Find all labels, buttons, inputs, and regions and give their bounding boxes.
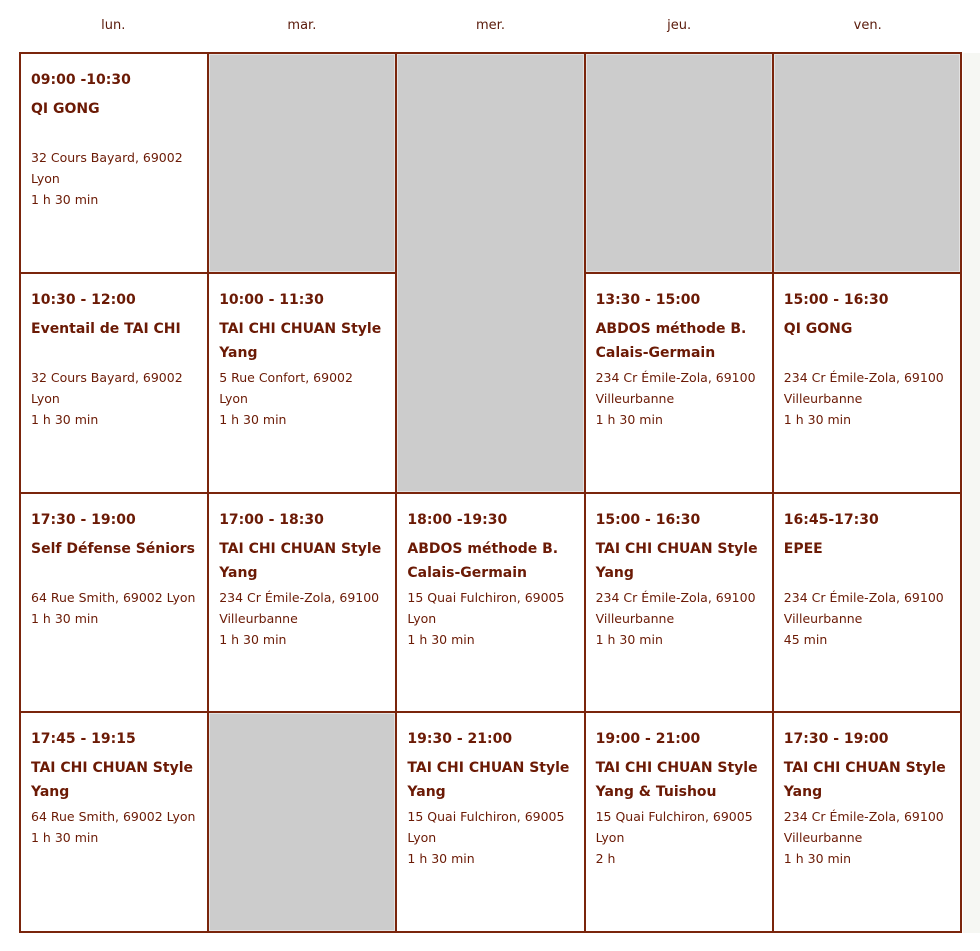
class-slot[interactable] (397, 713, 585, 933)
class-duration: 1 h 30 min (31, 610, 99, 626)
class-slot[interactable] (586, 713, 774, 933)
class-slot[interactable] (397, 494, 585, 714)
class-time: 17:00 - 18:30 (219, 511, 324, 528)
class-duration: 2 h (595, 851, 616, 867)
class-slot[interactable] (21, 494, 209, 714)
day-label-wednesday: mer. (476, 18, 505, 33)
class-duration: 1 h 30 min (783, 411, 852, 427)
class-slot[interactable] (21, 274, 209, 494)
class-slot[interactable] (774, 713, 962, 933)
class-duration: 1 h 30 min (219, 411, 287, 427)
class-duration: 45 min (783, 631, 828, 647)
class-address: 234 Cr Émile-Zola, 69100 Villeurbanne (783, 369, 944, 406)
empty-slot (209, 54, 397, 274)
class-duration: 1 h 30 min (31, 192, 99, 207)
class-duration: 1 h 30 min (783, 851, 852, 867)
class-time: 15:00 - 16:30 (595, 511, 701, 528)
class-address: 32 Cours Bayard, 69002 Lyon (31, 150, 183, 186)
class-address: 234 Cr Émile-Zola, 69100 Villeurbanne (783, 589, 944, 626)
class-duration: 1 h 30 min (407, 631, 475, 647)
class-slot[interactable] (209, 274, 397, 494)
class-slot[interactable] (774, 494, 962, 714)
day-label-friday: ven. (853, 18, 882, 33)
class-slot[interactable] (209, 494, 397, 714)
class-slot[interactable] (21, 54, 209, 274)
class-slot[interactable] (21, 713, 209, 933)
class-duration: 1 h 30 min (31, 411, 99, 427)
page-edge-strip (963, 53, 980, 933)
class-title: QI GONG (783, 320, 853, 337)
class-time: 19:00 - 21:00 (595, 731, 701, 748)
class-time: 17:45 - 19:15 (31, 731, 136, 748)
day-label-monday: lun. (101, 18, 126, 33)
class-title: TAI CHI CHUAN Style Yang (595, 540, 758, 581)
class-address: 32 Cours Bayard, 69002 Lyon (31, 369, 183, 406)
empty-slot (209, 713, 397, 933)
class-address: 64 Rue Smith, 69002 Lyon (31, 589, 196, 605)
class-time: 17:30 - 19:00 (783, 731, 889, 748)
class-time: 09:00 -10:30 (31, 72, 131, 88)
empty-slot (774, 54, 962, 274)
class-slot[interactable] (586, 494, 774, 714)
class-address: 234 Cr Émile-Zola, 69100 Villeurbanne (595, 589, 756, 626)
class-time: 16:45-17:30 (783, 511, 879, 528)
class-title: TAI CHI CHUAN Style Yang (783, 760, 946, 801)
class-title: TAI CHI CHUAN Style Yang (219, 320, 382, 361)
class-time: 19:30 - 21:00 (407, 731, 513, 748)
class-title: ABDOS méthode B. Calais-Germain (407, 540, 559, 581)
class-title: Self Défense Séniors (31, 540, 195, 557)
day-label-tuesday: mar. (287, 18, 317, 33)
class-time: 10:00 - 11:30 (219, 291, 324, 308)
class-address: 15 Quai Fulchiron, 69005 Lyon (407, 589, 565, 626)
class-title: TAI CHI CHUAN Style Yang (219, 540, 382, 581)
day-label-thursday: jeu. (667, 18, 692, 33)
empty-slot (586, 54, 774, 274)
class-slot[interactable] (774, 274, 962, 494)
weekday-header (19, 0, 962, 52)
class-duration: 1 h 30 min (407, 851, 475, 867)
class-title: ABDOS méthode B. Calais-Germain (595, 320, 747, 361)
class-time: 10:30 - 12:00 (31, 291, 136, 308)
class-time: 17:30 - 19:00 (31, 511, 136, 528)
class-title: QI GONG (31, 101, 100, 117)
class-address: 64 Rue Smith, 69002 Lyon (31, 809, 196, 825)
class-address: 234 Cr Émile-Zola, 69100 Villeurbanne (783, 809, 944, 846)
class-title: EPEE (783, 540, 823, 557)
class-slot[interactable] (586, 274, 774, 494)
class-duration: 1 h 30 min (595, 631, 663, 647)
class-address: 5 Rue Confort, 69002 Lyon (219, 369, 353, 406)
class-duration: 1 h 30 min (595, 411, 663, 427)
class-title: TAI CHI CHUAN Style Yang & Tuishou (595, 760, 758, 801)
class-title: TAI CHI CHUAN Style Yang (31, 760, 194, 801)
class-address: 15 Quai Fulchiron, 69005 Lyon (595, 809, 753, 846)
class-address: 234 Cr Émile-Zola, 69100 Villeurbanne (219, 589, 380, 626)
class-duration: 1 h 30 min (219, 631, 287, 647)
class-title: TAI CHI CHUAN Style Yang (407, 760, 570, 801)
class-time: 13:30 - 15:00 (595, 291, 701, 308)
empty-slot (397, 54, 585, 494)
class-address: 15 Quai Fulchiron, 69005 Lyon (407, 809, 565, 846)
class-duration: 1 h 30 min (31, 830, 99, 846)
class-time: 18:00 -19:30 (407, 511, 508, 528)
class-title: Eventail de TAI CHI (31, 320, 181, 337)
class-address: 234 Cr Émile-Zola, 69100 Villeurbanne (595, 369, 756, 406)
class-time: 15:00 - 16:30 (783, 291, 889, 308)
weekly-schedule-grid (19, 52, 962, 933)
